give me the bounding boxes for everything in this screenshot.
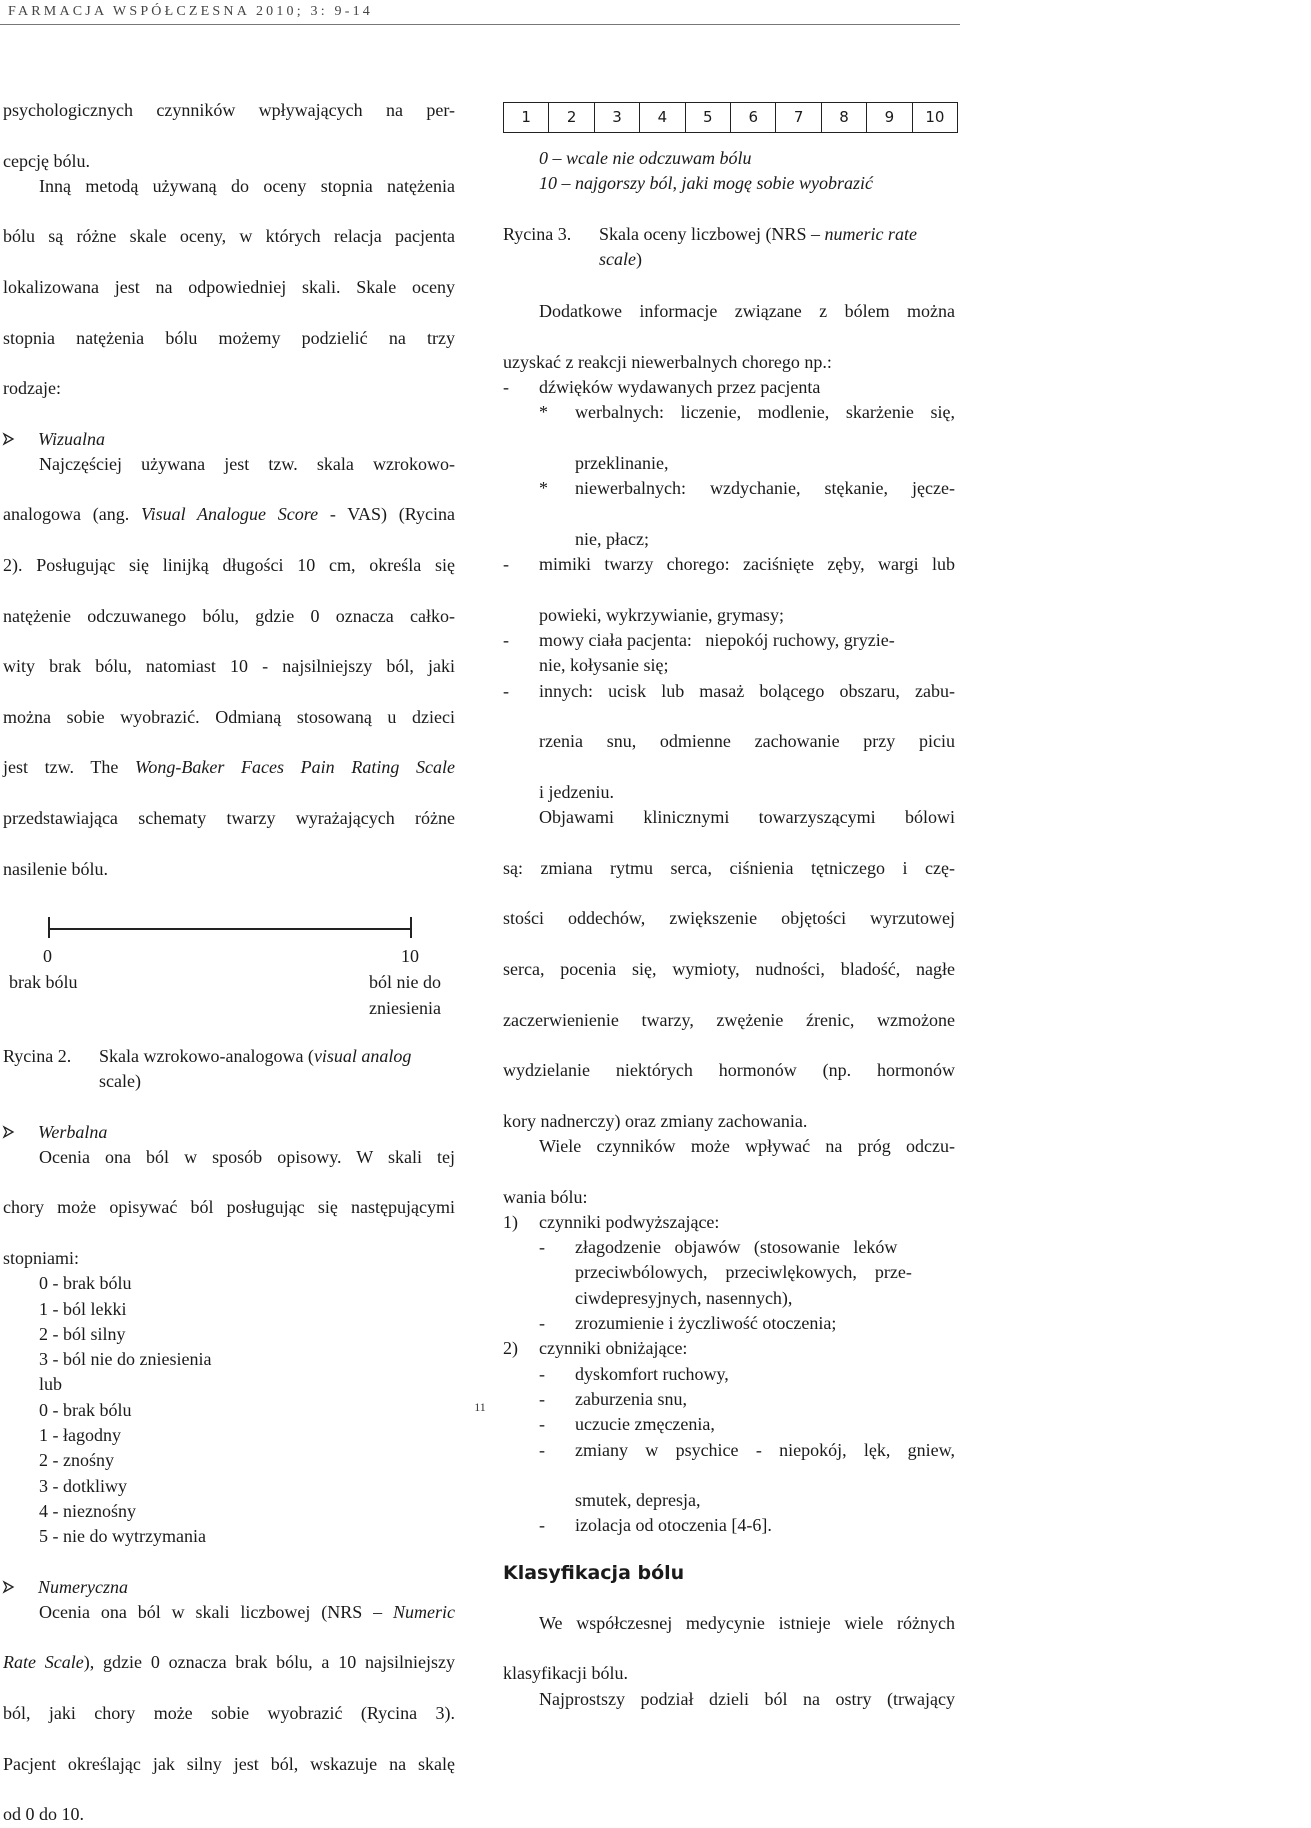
nrs-cell: 3 [594, 103, 639, 132]
numeric-heading-text: Numeryczna [38, 1576, 128, 1597]
list-item: 3 - dotkliwy [39, 1475, 127, 1496]
body-line: We współczesnej medycynie istnieje wiele różnych [539, 1612, 955, 1633]
visual-line: jest tzw. The Wong-Baker Faces Pain Rating Scale [3, 757, 455, 778]
verbal-scale-heading [3, 1120, 455, 1145]
verbal-line: chory może opisywać ból posługując się następującymi [3, 1197, 455, 1218]
page-number: 11 [474, 1400, 486, 1414]
vas-max-value: 10 [401, 945, 419, 966]
visual-line: natężenie odczuwanego bólu, gdzie 0 oznacza całko- [3, 605, 455, 626]
left-column [3, 98, 455, 1828]
visual-line: analogowa (ang. Visual Analogue Score - VAS) (Rycina [3, 504, 455, 525]
visual-scale-heading [3, 427, 455, 452]
numeric-line: ból, jaki chory może sobie wyobrazić (Rycina 3). [3, 1703, 455, 1724]
vas-max-label: ból nie do [369, 971, 441, 992]
list-item: * werbalnych: liczenie, modlenie, skarżenie się, przeklinanie, [539, 402, 955, 473]
list-item: - innych: ucisk lub masaż bolącego obszaru, zabu- rzenia snu, odmienne zachowanie przy piciu i jedzeniu. [503, 680, 955, 802]
arrow-bullet-icon [3, 427, 38, 452]
visual-line: wity brak bólu, natomiast 10 - najsilniejszy ból, jaki [3, 656, 455, 677]
para2-line: lokalizowana jest na odpowiedniej skali. Skale oceny [3, 277, 455, 298]
list-item: 0 - brak bólu [39, 1399, 132, 1420]
list-item: 0 - brak bólu [39, 1273, 132, 1294]
nrs-cell: 6 [730, 103, 775, 132]
list-item: lub [39, 1374, 63, 1395]
visual-line: 2). Posługując się linijką długości 10 cm, określa się [3, 555, 455, 576]
vas-tick-min [48, 917, 50, 938]
list-item: 2 - ból silny [39, 1323, 126, 1344]
list-item: * niewerbalnych: wzdychanie, stękanie, jęcze- nie, płacz; [539, 478, 955, 549]
list-item: - mimiki twarzy chorego: zaciśnięte zęby, wargi lub powieki, wykrzywianie, grymasy; [503, 554, 955, 625]
list-item: 2 - znośny [39, 1450, 114, 1471]
nrs-legend: 0 – wcale nie odczuwam bólu [539, 148, 752, 168]
factors-group-raising: 1) czynniki podwyższające: [503, 1211, 720, 1232]
arrow-bullet-icon [3, 1120, 38, 1145]
list-item: 5 - nie do wytrzymania [39, 1526, 206, 1547]
verbal-line: Ocenia ona ból w sposób opisowy. W skali tej [39, 1146, 455, 1167]
list-item: - mowy ciała pacjenta: niepokój ruchowy, gryzie- nie, kołysanie się; [503, 630, 895, 676]
clinical-line: zaczerwienienie twarzy, zwężenie źrenic, wzmożone [503, 1009, 955, 1030]
factors-intro: Wiele czynników może wpływać na próg odczu- [539, 1135, 955, 1156]
verbal-line: stopniami: [3, 1247, 79, 1268]
para2-line: stopnia natężenia bólu możemy podzielić na trzy [3, 327, 455, 348]
factors-intro: wania bólu: [503, 1186, 588, 1207]
list-item: - uczucie zmęczenia, [539, 1414, 715, 1435]
clinical-line: są: zmiana rytmu serca, ciśnienia tętniczego i czę- [503, 857, 955, 878]
numeric-line: od 0 do 10. [3, 1804, 84, 1825]
arrow-bullet-icon [3, 1575, 38, 1600]
list-item: 3 - ból nie do zniesienia [39, 1349, 212, 1370]
nrs-legend: 10 – najgorszy ból, jaki mogę sobie wyobrazić [539, 173, 873, 194]
clinical-line: serca, pocenia się, wymioty, nudności, bladość, nagłe [503, 958, 955, 979]
vas-line [48, 928, 412, 930]
list-item: 1 - łagodny [39, 1425, 121, 1446]
para2-line: bólu są różne skale oceny, w których relacja pacjenta [3, 226, 455, 247]
list-item: - dźwięków wydawanych przez pacjenta [503, 377, 821, 398]
nrs-cell: 9 [866, 103, 911, 132]
vas-max-label: zniesienia [369, 997, 441, 1018]
intro-line: psychologicznych czynników wpływających na per- [3, 100, 455, 120]
nrs-cell: 7 [775, 103, 820, 132]
header-rule [0, 24, 960, 25]
factors-group-lowering: 2) czynniki obniżające: [503, 1338, 688, 1359]
para2-line: rodzaje: [3, 378, 61, 399]
figure-3-label: Rycina 3. [503, 223, 572, 244]
visual-line: nasilenie bólu. [3, 858, 108, 879]
intro-line: cepcję bólu. [3, 150, 90, 171]
nrs-cell: 4 [639, 103, 684, 132]
visual-line: można sobie wyobrazić. Odmianą stosowaną u dzieci [3, 706, 455, 727]
running-header: FARMACJA WSPÓŁCZESNA 2010; 3: 9-14 [8, 4, 373, 19]
clinical-line: wydzielanie niektórych hormonów (np. hormonów [503, 1060, 955, 1081]
nrs-cell: 1 [521, 107, 531, 126]
numeric-line: Rate Scale), gdzie 0 oznacza brak bólu, a 10 najsilniejszy [3, 1652, 455, 1673]
nrs-scale-figure [503, 102, 958, 133]
nrs-cell: 10 [912, 103, 957, 132]
figure-3-caption: Rycina 3. Skala oceny liczbowej (NRS – numeric rate scale) [503, 222, 955, 273]
list-item: - dyskomfort ruchowy, [539, 1363, 729, 1384]
nrs-cell: 2 [548, 103, 593, 132]
list-item: - złagodzenie objawów (stosowanie leków przeciwbólowych, przeciwlękowych, prze- ciwdepresyjnych, nasennych), [539, 1237, 912, 1308]
info-intro: uzyskać z reakcji niewerbalnych chorego np.: [503, 351, 832, 372]
nrs-cell: 5 [685, 103, 730, 132]
figure-2-caption: Rycina 2. Skala wzrokowo-analogowa (visual analog scale) [3, 1044, 455, 1095]
info-intro: Dodatkowe informacje związane z bólem można [539, 301, 955, 322]
body-line: Najprostszy podział dzieli ból na ostry (trwający [539, 1688, 955, 1709]
numeric-scale-heading [3, 1575, 455, 1600]
visual-line: Najczęściej używana jest tzw. skala wzrokowo- [39, 453, 455, 474]
list-item: - izolacja od otoczenia [4-6]. [539, 1515, 772, 1536]
figure-2-label: Rycina 2. [3, 1045, 72, 1066]
list-item: - zmiany w psychice - niepokój, lęk, gniew, smutek, depresja, [539, 1439, 955, 1511]
list-item: - zaburzenia snu, [539, 1388, 687, 1409]
clinical-line: kory nadnerczy) oraz zmiany zachowania. [503, 1110, 808, 1131]
verbal-heading-text: Werbalna [38, 1121, 108, 1142]
clinical-line: stości oddechów, zwiększenie objętości wyrzutowej [503, 908, 955, 929]
list-item: 4 - nieznośny [39, 1500, 136, 1521]
vas-min-label: brak bólu [9, 971, 78, 992]
nrs-cell: 8 [821, 103, 866, 132]
numeric-line: Ocenia ona ból w skali liczbowej (NRS – Numeric [39, 1601, 455, 1622]
numeric-line: Pacjent określając jak silny jest ból, wskazuje na skalę [3, 1753, 455, 1774]
section-heading: Klasyfikacja bólu [503, 1561, 685, 1584]
right-column [503, 98, 955, 1737]
visual-heading-text: Wizualna [38, 428, 106, 449]
list-item: - zrozumienie i życzliwość otoczenia; [539, 1313, 837, 1334]
body-line: klasyfikacji bólu. [503, 1663, 628, 1684]
vas-min-value: 0 [43, 945, 52, 966]
para2-line: Inną metodą używaną do oceny stopnia natężenia [39, 175, 455, 196]
list-item: 1 - ból lekki [39, 1298, 127, 1319]
clinical-line: Objawami klinicznymi towarzyszącymi bólowi [539, 807, 955, 828]
vas-tick-max [410, 917, 412, 938]
visual-line: przedstawiająca schematy twarzy wyrażających różne [3, 808, 455, 829]
vas-figure [3, 914, 455, 1044]
